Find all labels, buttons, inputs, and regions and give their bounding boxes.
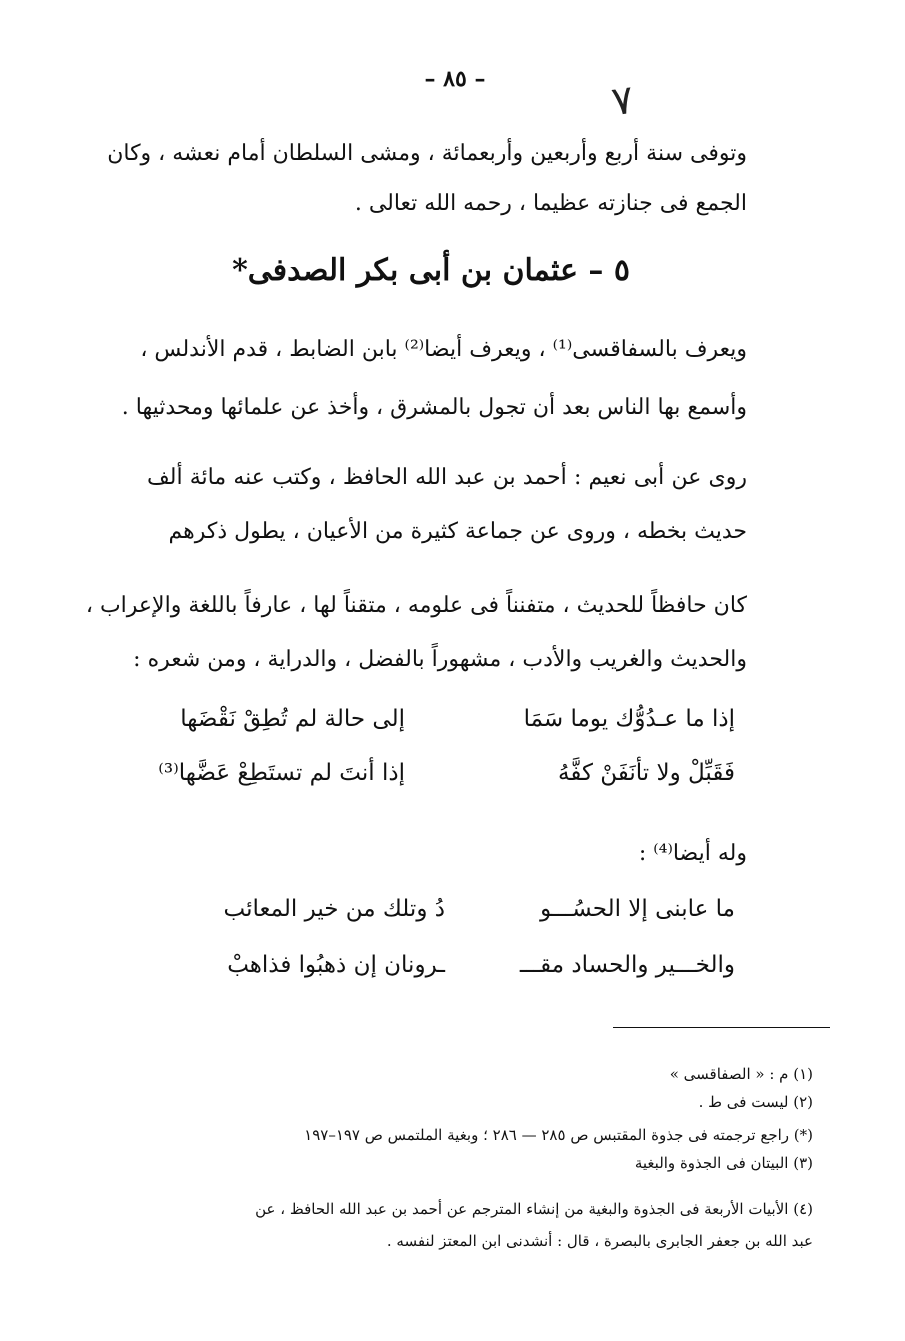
para2-line-1: روى عن أبى نعيم : أحمد بن عبد الله الحافظ ، وكتب عنه مائة ألف: [147, 465, 747, 490]
para1-line-1: ويعرف بالسفاقسى⁽¹⁾ ، ويعرف أيضا⁽²⁾ بابن الضابط ، قدم الأندلس ،: [140, 337, 747, 362]
poem1-verse2-first-hemistich: فَقَبِّلْ ولا تأنَفَنْ كفَّهُ: [557, 760, 735, 786]
poem2-intro: وله أيضا⁽⁴⁾ :: [638, 841, 747, 866]
page-number: – ٨٥ –: [424, 66, 486, 92]
poem1-verse1-second-hemistich: إلى حالة لم تُطِقْ نَقْضَها: [180, 706, 405, 732]
intro-line-2: الجمع فى جنازته عظيما ، رحمه الله تعالى .: [354, 191, 747, 216]
footnote-3: (٣) البيتان فى الجذوة والبغية: [634, 1154, 813, 1172]
poem1-verse1-first-hemistich: إذا ما عـدُوُّك يوما سَمَا: [523, 706, 735, 732]
handwritten-margin-mark: ٧: [608, 76, 637, 126]
intro-line-1: وتوفى سنة أربع وأربعين وأربعمائة ، ومشى السلطان أمام نعشه ، وكان: [107, 141, 747, 166]
footnote-divider: [613, 1027, 830, 1028]
para1-line-2: وأسمع بها الناس بعد أن تجول بالمشرق ، وأخذ عن علمائها ومحدثيها .: [121, 395, 747, 420]
para2-line-2: حديث بخطه ، وروى عن جماعة كثيرة من الأعيان ، يطول ذكرهم: [168, 519, 747, 544]
para3-line-1: كان حافظاً للحديث ، متفنناً فى علومه ، متقناً لها ، عارفاً باللغة والإعراب ،: [85, 593, 747, 618]
poem1-verse2-second-hemistich: إذا أنتَ لم تستَطِعْ عَضَّها⁽³⁾: [158, 760, 405, 786]
poem2-verse2-first-hemistich: والخـــير والحساد مقـــ: [519, 952, 735, 978]
poem2-verse2-second-hemistich: ـرونان إن ذهبُوا فذاهبْ: [227, 952, 445, 978]
poem2-verse1-first-hemistich: ما عابنى إلا الحسُـــو: [540, 896, 735, 922]
footnote-1: (١) م : « الصفاقسى »: [669, 1065, 813, 1083]
footnote-4-line-2: عبد الله بن جعفر الجابرى بالبصرة ، قال : أنشدنى ابن المعتز لنفسه .: [386, 1232, 813, 1250]
para3-line-2: والحديث والغريب والأدب ، مشهوراً بالفضل ، والدراية ، ومن شعره :: [133, 647, 747, 672]
poem2-verse1-second-hemistich: دُ وتلك من خير المعائب: [223, 896, 445, 922]
footnote-star: (*) راجع ترجمته فى جذوة المقتبس ص ٢٨٥ — ٢٨٦ ؛ وبغية الملتمس ص ١٩٧–١٩٧: [304, 1126, 813, 1144]
footnote-4-line-1: (٤) الأبيات الأربعة فى الجذوة والبغية من إنشاء المترجم عن أحمد بن عبد الله الحافظ ، عن: [255, 1200, 813, 1218]
section-heading: ٥ – عثمان بن أبى بكر الصدفى*: [232, 253, 630, 288]
footnote-2: (٢) ليست فى ط .: [698, 1093, 813, 1111]
